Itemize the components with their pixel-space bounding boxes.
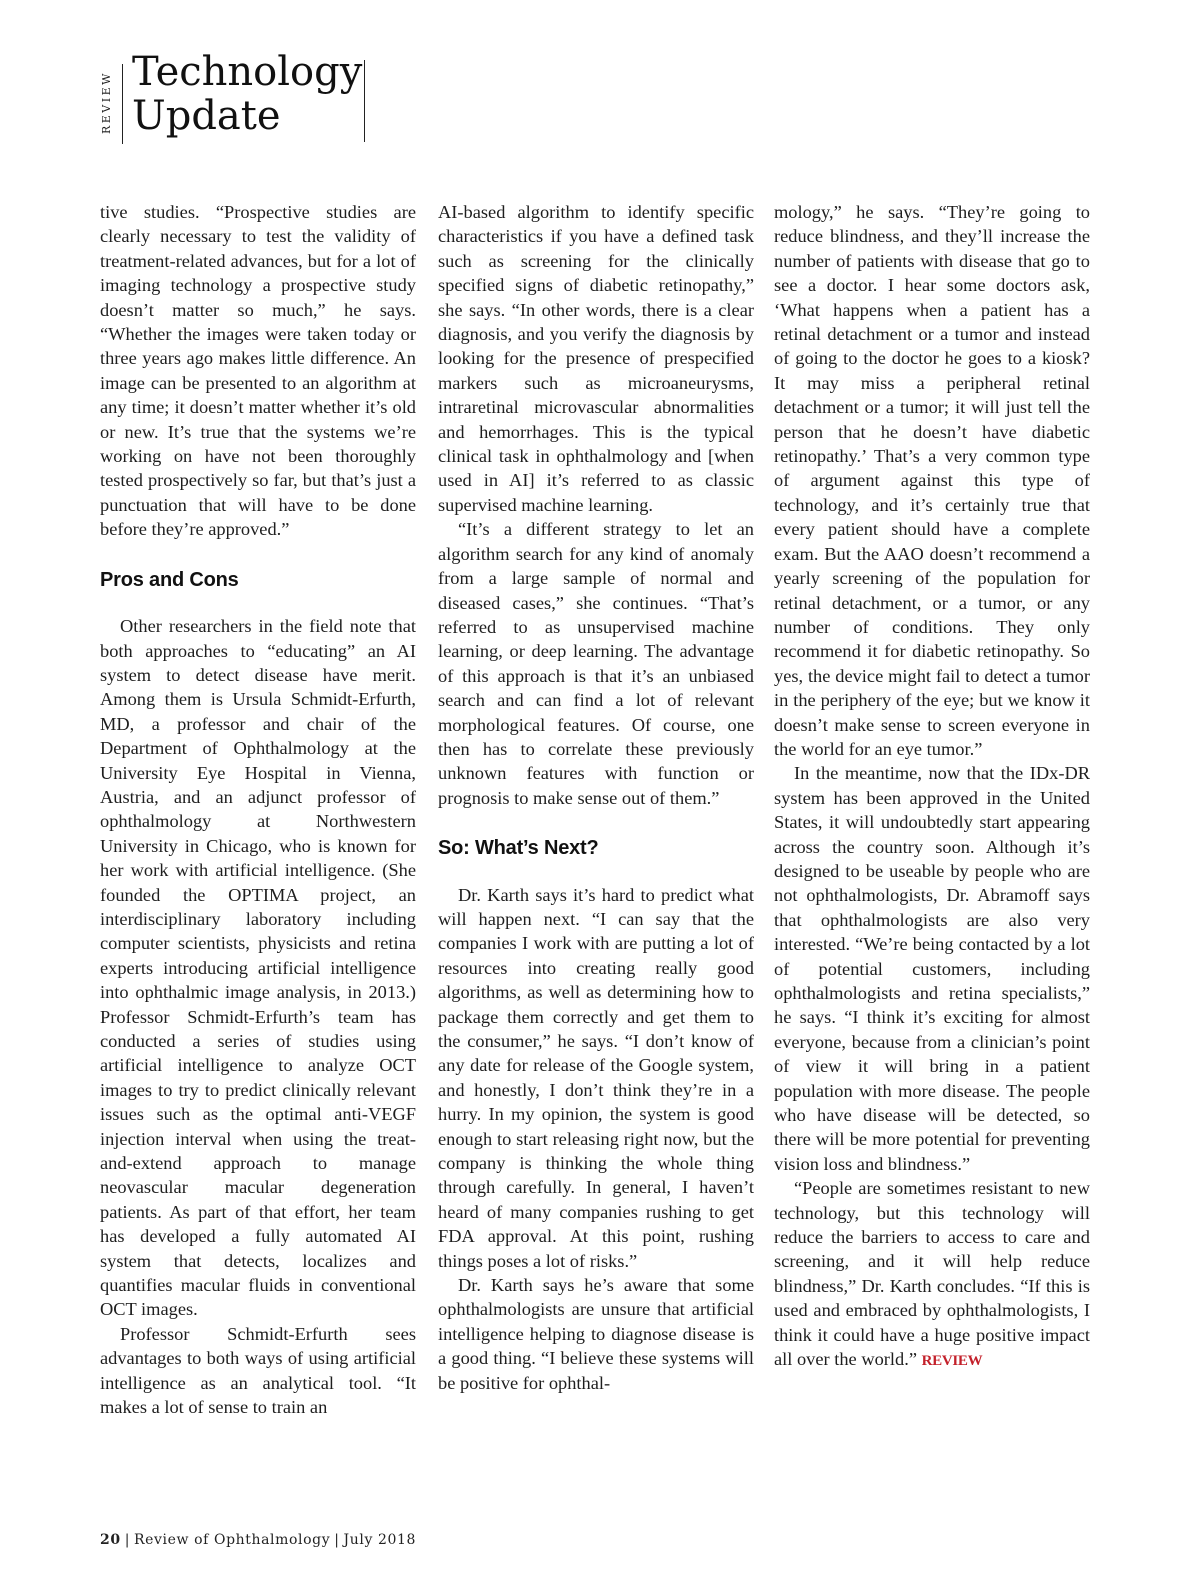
paragraph-text: tive studies. “Prospective studies are clearly necessary to test the validity of treatment-related advances, but for a lot of imaging technology a prospective study doesn’t matter so much,” he says. “Whether the images were taken today or three years ago makes little difference. An image can be presented to an algorithm at any time; it doesn’t matter whether it’s old or new. It’s true that the systems we’re working on have not been thoroughly tested prospectively so far, but that’s just a punctuation that will have to be done before they’re approved.” xyxy=(100,202,416,540)
paragraph-text: Dr. Karth says it’s hard to predict what will happen next. “I can say that the companies I work with are putting a lot of resources into creating really good algorithms, as well as determining how to package them correctly and get them to the consumer,” he says. “I don’t know of any date for release of the Google system, and honestly, I don’t think they’re in a hurry. In my opinion, the system is good enough to start releasing right now, but the company is thinking the whole thing through carefully. In general, I haven’t heard of many companies rushing to get FDA approval. At this point, rushing things poses a lot of risks.” xyxy=(438,884,754,1271)
body-paragraph xyxy=(438,1273,754,1395)
footer-separator: | xyxy=(334,1532,340,1548)
section-title-line1: Technology xyxy=(132,49,363,95)
body-paragraph xyxy=(438,200,754,517)
section-heading xyxy=(438,836,754,860)
header-divider-left xyxy=(122,64,123,144)
body-paragraph xyxy=(774,200,1090,761)
paragraph-text: Professor Schmidt-Erfurth sees advantages to both ways of using artificial intelligence as an analytical tool. “It makes a lot of sense to train an xyxy=(100,1323,416,1418)
section-label: REVIEW xyxy=(100,71,113,135)
body-paragraph xyxy=(774,761,1090,1176)
publication-name: Review of Ophthalmology xyxy=(134,1532,331,1548)
body-paragraph xyxy=(100,1322,416,1420)
footer-separator: | xyxy=(124,1532,131,1548)
section-heading-text: So: What’s Next? xyxy=(438,837,599,860)
section-title-line2: Update xyxy=(132,93,281,139)
body-paragraph xyxy=(100,200,416,542)
article-column-1 xyxy=(100,200,416,1420)
body-paragraph xyxy=(100,614,416,1322)
paragraph-text: In the meantime, now that the IDx-DR system has been approved in the United States, it will undoubtedly start appearing across the country soon. Although it’s designed to be useable by people who are not ophthalmologists, Dr. Abramoff says that ophthalmologists are also very interested. “We’re being contacted by a lot of potential customers, including ophthalmologists and retina specialists,” he says. “I think it’s exciting for almost everyone, because from a clinician’s point of view it will bring in a patient population with more disease. The people who have disease will be detected, so there will be more potential for preventing vision loss and blindness.” xyxy=(774,763,1090,1174)
end-of-article-mark: REVIEW xyxy=(921,1353,983,1370)
header-divider-right xyxy=(364,60,365,142)
paragraph-text: AI-based algorithm to identify specific characteristics if you have a defined task such as screening for the clinically specified signs of diabetic retinopathy,” she says. “In other words, there is a clear diagnosis, and you verify the diagnosis by looking for the presence of prespecified markers such as microaneurysms, intraretinal microvascular abnormalities and hemorrhages. This is the typical clinical task in ophthalmology and [when used in AI] it’s referred to as classic supervised machine learning. xyxy=(438,202,754,515)
paragraph-text: mology,” he says. “They’re going to reduce blindness, and they’ll increase the number of patients with disease that go to see a doctor. I hear some doctors ask, ‘What happens when a patient has a retinal detachment or a tumor and instead of going to the doctor he goes to a kiosk? It may miss a peripheral retinal detachment or a tumor; it will just tell the person that he doesn’t have diabetic retinopathy.’ That’s a very common type of argument against this type of technology, and it’s certainly true that every patient should have a complete exam. But the AAO doesn’t recommend a yearly screening of the population for retinal detachment, or a tumor, or any number of conditions. They only recommend it for diabetic retinopathy. So yes, the device might fail to detect a tumor in the periphery of the eye; but we know it doesn’t make sense to screen everyone in the world for an eye tumor.” xyxy=(774,202,1090,759)
issue-date: July 2018 xyxy=(343,1532,417,1548)
page-footer xyxy=(100,1532,416,1548)
article-column-2 xyxy=(438,200,754,1395)
paragraph-text: Dr. Karth says he’s aware that some ophthalmologists are unsure that artificial intelligence helping to diagnose disease is a good thing. “I believe these systems will be positive for ophthal- xyxy=(438,1275,754,1393)
article-column-3 xyxy=(774,200,1090,1374)
section-heading xyxy=(100,568,416,592)
section-heading-text: Pros and Cons xyxy=(100,568,239,591)
body-paragraph xyxy=(774,1176,1090,1373)
page-number: 20 xyxy=(100,1532,121,1548)
body-paragraph xyxy=(438,883,754,1274)
paragraph-text: “It’s a different strategy to let an algorithm search for any kind of anomaly from a large sample of normal and diseased cases,” she continues. “That’s referred to as unsupervised machine learning, or deep learning. The advantage of this approach is that it’s an unbiased search and can find a lot of relevant morphological features. Of course, one then has to correlate these previously unknown features with function or prognosis to make sense out of them.” xyxy=(438,519,754,808)
paragraph-text: “People are sometimes resistant to new technology, but this technology will reduce the barriers to access to care and screening, and it will help reduce blindness,” Dr. Karth concludes. “If this is used and embraced by ophthalmologists, I think it could have a huge positive impact all over the world.” xyxy=(774,1178,1090,1370)
body-paragraph xyxy=(438,517,754,810)
paragraph-text: Other researchers in the field note that both approaches to “educating” an AI system to detect disease have merit. Among them is Ursula Schmidt-Erfurth, MD, a professor and chair of the Department of Ophthalmology at the University Eye Hospital in Vienna, Austria, and an adjunct professor of ophthalmology at Northwestern University in Chicago, who is known for her work with artificial intelligence. (She founded the OPTIMA project, an interdisciplinary laboratory including computer scientists, physicists and retina experts introducing artificial intelligence into ophthalmic image analysis, in 2013.) Professor Schmidt-Erfurth’s team has conducted a series of studies using artificial intelligence to analyze OCT images to try to predict clinically relevant issues such as the optimal anti-VEGF injection interval when using the treat-and-extend approach to manage neovascular macular degeneration patients. As part of that effort, her team has developed a fully automated AI system that detects, localizes and quantifies macular fluids in conventional OCT images. xyxy=(100,616,416,1320)
section-title xyxy=(132,50,362,138)
